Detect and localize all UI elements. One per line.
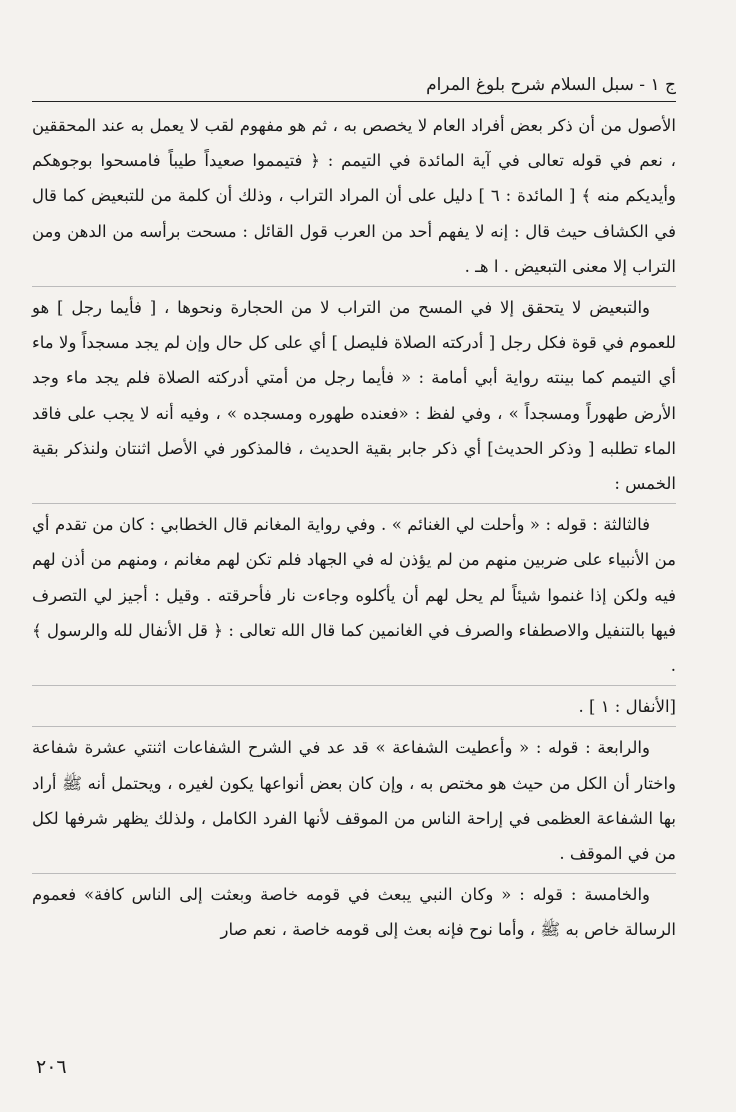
quran-reference: [الأنفال : ١ ] . bbox=[578, 697, 676, 717]
paragraph-divider bbox=[32, 726, 676, 727]
paragraph-4: والرابعة : قوله : « وأعطيت الشفاعة » قد عد في الشرح الشفاعات اثنتي عشرة شفاعة واختار أن الكل من حيث هو مختص به ، وإن كان بعض أنواعها يكون لغيره ، ويحتمل أنه ﷺ أراد بها الشفاعة العظمى في إراحة الناس من الموقف لأنها الفرد الكامل ، ولذلك يظهر شرفها لكل من في الموقف . bbox=[32, 738, 676, 864]
paragraph-5: والخامسة : قوله : « وكان النبي يبعث في قومه خاصة وبعثت إلى الناس كافة» فعموم الرسالة خاص به ﷺ ، وأما نوح فإنه بعث إلى قومه خاصة ، نعم صار bbox=[32, 885, 676, 940]
paragraph-1: الأصول من أن ذكر بعض أفراد العام لا يخصص به ، ثم هو مفهوم لقب لا يعمل به عند المحققين ، نعم في قوله تعالى في آية المائدة في التيمم : ﴿ فتيمموا صعيداً طيباً فامسحوا بوجوهكم وأيديكم منه ﴾ [ المائدة : ٦ ] دليل على أن المراد التراب ، وذلك أن كلمة من للتبعيض كما قال في الكشاف حيث قال : إنه لا يفهم أحد من العرب قول القائل : مسحت برأسه من الدهن ومن التراب إلا معنى التبعيض . ا هـ . bbox=[32, 116, 676, 276]
paragraph-3: فالثالثة : قوله : « وأحلت لي الغنائم » . وفي رواية المغانم قال الخطابي : كان من تقدم أي من الأنبياء على ضربين منهم من لم يؤذن له في الجهاد فلم تكن لهم مغانم ، ومنهم من أذن لهم فيه ولكن إذا غنموا شيئاً لم يحل لهم أن يأكلوه وجاءت نار فأحرقته . وقيل : أجيز لي التصرف فيها بالتنفيل والاصطفاء والصرف في الغانمين كما قال الله تعالى : ﴿ قل الأنفال لله والرسول ﴾ . bbox=[32, 515, 676, 676]
page-body bbox=[32, 108, 676, 948]
header-rule bbox=[32, 101, 676, 102]
paragraph-divider bbox=[32, 685, 676, 686]
paragraph-divider bbox=[32, 286, 676, 287]
book-page bbox=[32, 0, 676, 1112]
paragraph-divider bbox=[32, 873, 676, 874]
page-number: ٢٠٦ bbox=[36, 1056, 67, 1078]
paragraph-2: والتبعيض لا يتحقق إلا في المسح من التراب لا من الحجارة ونحوها ، [ فأيما رجل ] هو للعموم في قوة فكل رجل [ أدركته الصلاة فليصل ] أي على كل حال وإن لم يجد مسجداً ولا ماء أي التيمم كما بينته رواية أبي أمامة : « فأيما رجل من أمتي أدركته الصلاة فلم يجد ماء وجد الأرض طهوراً ومسجداً » ، وفي لفظ : «فعنده طهوره ومسجده » ، وفيه أنه لا يجب على فاقد الماء تطلبه [ وذكر الحديث] أي ذكر جابر بقية الحديث ، فالمذكور في الأصل اثنتان ولنذكر بقية الخمس : bbox=[32, 298, 677, 494]
running-header: ج ١ - سبل السلام شرح بلوغ المرام bbox=[426, 75, 676, 95]
paragraph-divider bbox=[32, 503, 676, 504]
